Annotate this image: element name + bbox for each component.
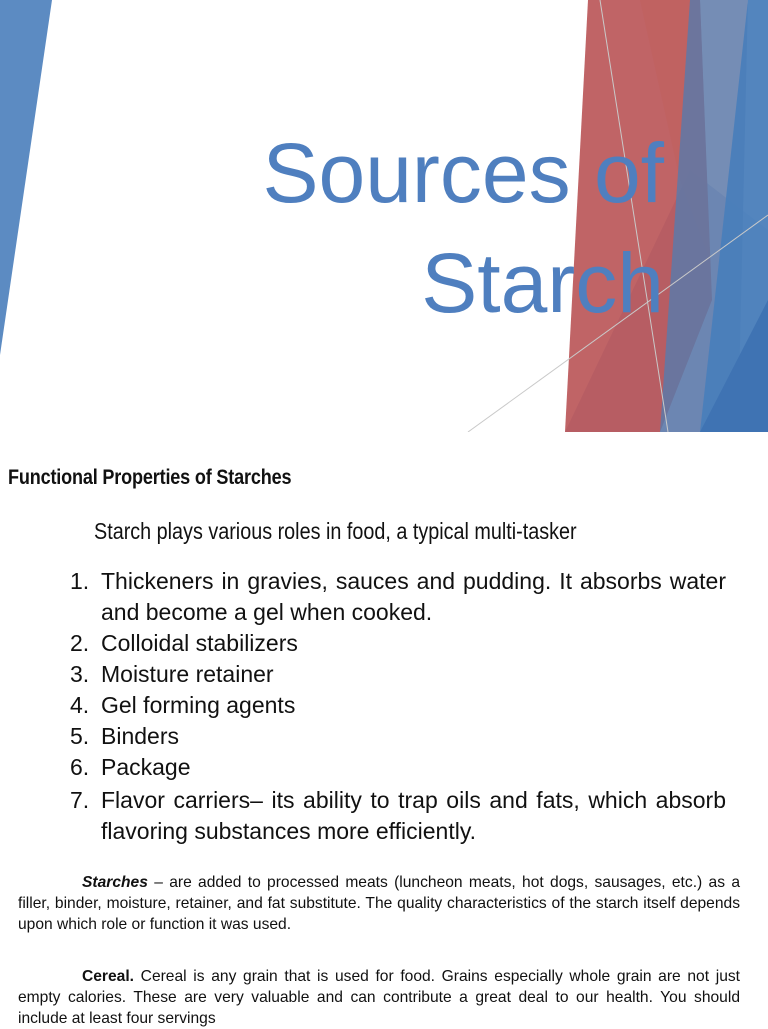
title-slide — [0, 0, 768, 432]
list-item: 6. Package — [70, 754, 191, 780]
list-item: 4. Gel forming agents — [70, 692, 296, 718]
list-item: 2. Colloidal stabilizers — [70, 630, 298, 656]
cereal-text: Cereal is any grain that is used for food. Grains especially whole grain are not just empty calories. These are very valuable and can contribute a great deal to our health. You should include at least four servings — [18, 968, 740, 1027]
slide-title — [262, 118, 664, 338]
intro-text: Starch plays various roles in food, a typical multi-tasker — [94, 518, 577, 544]
section-heading: Functional Properties of Starches — [8, 466, 292, 489]
list-item: 1. Thickeners in gravies, sauces and pudding. It absorbs water and become a gel when cooked. — [70, 568, 726, 625]
title-line-2: Starch — [421, 236, 664, 330]
list-item: 3. Moisture retainer — [70, 661, 274, 687]
list-item: 5. Binders — [70, 723, 179, 749]
starches-paragraph — [18, 872, 740, 935]
starches-text: – are added to processed meats (luncheon meats, hot dogs, sausages, etc.) as a filler, binder, moisture, retainer, and fat substitute. The quality characteristics of the starch itself depends upon which role or function it was used. — [18, 874, 740, 933]
list-item: 7. Flavor carriers– its ability to trap oils and fats, which absorb flavoring substances more efficiently. — [70, 787, 726, 844]
cereal-term: Cereal. — [82, 968, 135, 985]
roles-list — [70, 566, 726, 847]
title-line-1: Sources of — [262, 126, 664, 220]
left-blue-shape — [0, 0, 52, 355]
cereal-paragraph — [18, 966, 740, 1029]
starches-term: Starches — [82, 874, 148, 891]
